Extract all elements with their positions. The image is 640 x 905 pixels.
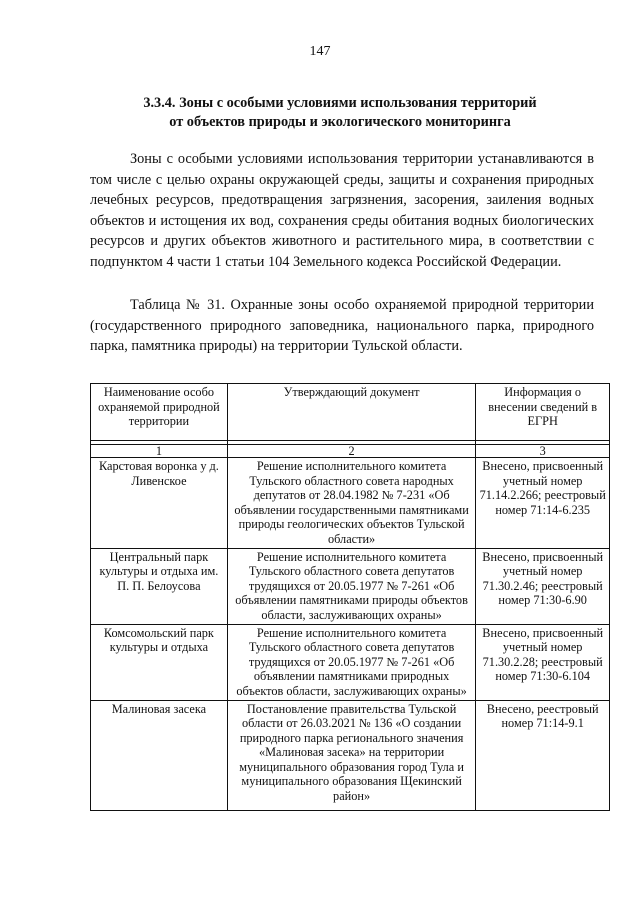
page-number: 147 bbox=[309, 44, 331, 59]
header-name: Наименование особо охраняемой природной территории bbox=[91, 384, 228, 441]
row-document: Решение исполнительного комитета Тульского областного совета депутатов трудящихся от 20.05.1977 № 7-261 «Об объявлении памятниками природы объектов области, заслуживающих охраны» bbox=[227, 548, 476, 624]
header-document: Утверждающий документ bbox=[227, 384, 476, 441]
column-number: 2 bbox=[227, 445, 476, 458]
table-row bbox=[91, 458, 610, 549]
column-number: 1 bbox=[91, 445, 228, 458]
section-heading-line-2: от объектов природы и экологического мониторинга bbox=[169, 114, 511, 130]
row-name: Комсомольский парк культуры и отдыха bbox=[91, 624, 228, 700]
row-name: Карстовая воронка у д. Ливенское bbox=[91, 458, 228, 549]
section-heading-line-1: 3.3.4. Зоны с особыми условиями использования территорий bbox=[143, 95, 537, 111]
intro-paragraph: Зоны с особыми условиями использования территории устанавливаются в том числе с целью охраны окружающей среды, защиты и сохранения природных лечебных ресурсов, предотвращения загрязнения, засорения, заиления водных объектов и истощения их вод, сохранения среды обитания водных биологических ресурсов и других объектов животного и растительного мира, в соответствии с подпунктом 4 части 1 статьи 104 Земельного кодекса Российской Федерации. bbox=[90, 151, 594, 270]
row-egrn: Внесено, присвоенный учетный номер 71.14.2.266; реестровый номер 71:14-6.235 bbox=[476, 458, 610, 549]
header-egrn: Информация о внесении сведений в ЕГРН bbox=[476, 384, 610, 441]
row-document: Постановление правительства Тульской области от 26.03.2021 № 136 «О создании природного парка регионального значения «Малиновая засека» на территории муниципального образования город Тула и муниципального образования Щекинский район» bbox=[227, 700, 476, 810]
section-heading bbox=[90, 94, 590, 132]
protected-zones-table bbox=[90, 383, 610, 811]
column-number: 3 bbox=[476, 445, 610, 458]
table-row bbox=[91, 624, 610, 700]
row-name: Центральный парк культуры и отдыха им. П. П. Белоусова bbox=[91, 548, 228, 624]
row-document: Решение исполнительного комитета Тульского областного совета депутатов трудящихся от 20.05.1977 № 7-261 «Об объявлении памятниками природных объектов области, заслуживающих охраны» bbox=[227, 624, 476, 700]
table-caption: Таблица № 31. Охранные зоны особо охраняемой природной территории (государственного природного заповедника, национального парка, природного парка, памятника природы) на территории Тульской области. bbox=[90, 297, 594, 354]
row-egrn: Внесено, присвоенный учетный номер 71.30.2.46; реестровый номер 71:30-6.90 bbox=[476, 548, 610, 624]
row-name: Малиновая засека bbox=[91, 700, 228, 810]
table-header-row bbox=[91, 384, 610, 441]
row-egrn: Внесено, реестровый номер 71:14-9.1 bbox=[476, 700, 610, 810]
column-number-row bbox=[91, 445, 610, 458]
table-row bbox=[91, 548, 610, 624]
row-egrn: Внесено, присвоенный учетный номер 71.30.2.28; реестровый номер 71:30-6.104 bbox=[476, 624, 610, 700]
table-row bbox=[91, 700, 610, 810]
row-document: Решение исполнительного комитета Тульского областного совета народных депутатов от 28.04.1982 № 7-231 «Об объявлении государственными памятниками природы геологических объектов Тульской области» bbox=[227, 458, 476, 549]
